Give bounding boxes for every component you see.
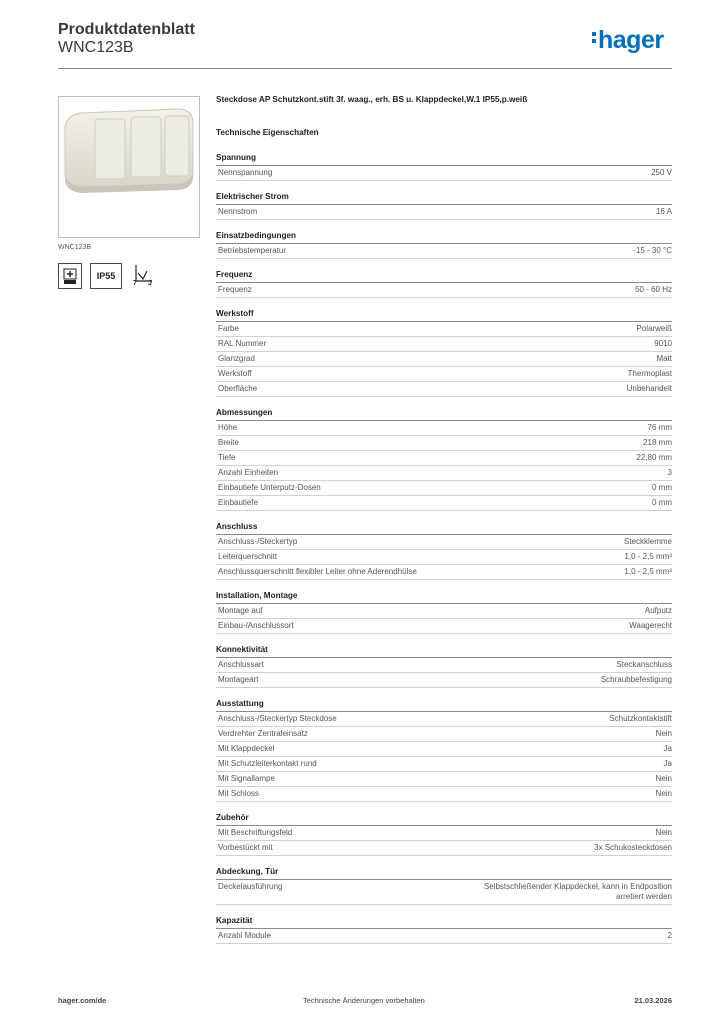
property-row (216, 283, 672, 298)
property-row (216, 826, 672, 841)
property-value: Polarweiß (636, 324, 672, 333)
property-label: RAL Nummer (218, 339, 267, 348)
hager-logo (592, 28, 664, 53)
property-value: Nein (655, 729, 672, 738)
property-label: Betriebstemperatur (218, 246, 287, 255)
property-value: Nein (655, 774, 672, 783)
property-row (216, 604, 672, 619)
property-row (216, 382, 672, 397)
footer-disclaimer: Technische Änderungen vorbehalten (303, 996, 425, 1005)
section-title: Zubehör (216, 812, 672, 826)
section-title: Anschluss (216, 521, 672, 535)
section-title: Spannung (216, 152, 672, 166)
section-title: Werkstoff (216, 308, 672, 322)
section-title: Abmessungen (216, 407, 672, 421)
property-row (216, 436, 672, 451)
property-label: Verdrehter Zentraleinsatz (218, 729, 308, 738)
property-label: Frequenz (218, 285, 252, 294)
property-value: Nein (655, 789, 672, 798)
property-label: Montageart (218, 675, 259, 684)
property-label: Anschlussart (218, 660, 264, 669)
section (216, 915, 672, 944)
section (216, 590, 672, 634)
property-value: 22,80 mm (636, 453, 672, 462)
property-row (216, 205, 672, 220)
property-row (216, 451, 672, 466)
header-divider (58, 68, 672, 69)
property-value: 3x Schukosteckdosen (594, 843, 672, 852)
property-label: Einbautiefe Unterputz-Dosen (218, 483, 321, 492)
property-row (216, 841, 672, 856)
property-row (216, 337, 672, 352)
footer-website-link[interactable]: hager.com/de (58, 996, 107, 1005)
section (216, 812, 672, 856)
section (216, 698, 672, 802)
ip55-badge: IP55 (90, 263, 122, 289)
section-title: Elektrischer Strom (216, 191, 672, 205)
property-value: Nein (655, 828, 672, 837)
property-row (216, 367, 672, 382)
property-value: Thermoplast (627, 369, 672, 378)
socket-product-icon (59, 97, 199, 237)
protection-class-icon (58, 263, 82, 289)
property-value: 250 V (651, 168, 672, 177)
property-value: 0 mm (652, 498, 672, 507)
section-title: Abdeckung, Tür (216, 866, 672, 880)
product-code: WNC123B (58, 39, 134, 56)
property-row (216, 742, 672, 757)
property-value: 1,0 - 2,5 mm² (624, 567, 672, 576)
section (216, 407, 672, 511)
property-label: Oberfläche (218, 384, 258, 393)
property-row (216, 712, 672, 727)
property-label: Leiterquerschnitt (218, 552, 278, 561)
property-value: 218 mm (643, 438, 672, 447)
property-label: Breite (218, 438, 239, 447)
property-label: Mit Signallampe (218, 774, 275, 783)
property-value: 2 (667, 931, 672, 940)
property-label: Nennstrom (218, 207, 258, 216)
section (216, 152, 672, 181)
property-row (216, 880, 672, 905)
property-label: Nennspannung (218, 168, 273, 177)
property-value: Schraubbefestigung (600, 675, 672, 684)
property-row (216, 421, 672, 436)
product-description: Steckdose AP Schutzkont.stift 3f. waag., erh. BS u. Klappdeckel,W.1 IP55,p.weiß (216, 95, 528, 104)
property-label: Einbau-/Anschlussort (218, 621, 294, 630)
section (216, 866, 672, 905)
datasheet-content (216, 94, 672, 944)
property-row (216, 244, 672, 259)
svg-text:7: 7 (133, 280, 137, 287)
section-title: Installation, Montage (216, 590, 672, 604)
section (216, 521, 672, 580)
property-value: Steckklemme (623, 537, 672, 546)
property-row (216, 757, 672, 772)
section (216, 230, 672, 259)
property-value: 9010 (654, 339, 672, 348)
property-label: Mit Klappdeckel (218, 744, 275, 753)
property-row (216, 929, 672, 944)
property-label: Anschluss-/Steckertyp (218, 537, 298, 546)
property-label: Mit Beschriftungsfeld (218, 828, 293, 837)
property-label: Anzahl Module (218, 931, 271, 940)
section (216, 308, 672, 397)
impact-rating-icon (130, 263, 156, 287)
logo-text: hager (598, 26, 664, 54)
property-value: 0 mm (652, 483, 672, 492)
property-label: Vorbestückt mit (218, 843, 273, 852)
property-label: Montage auf (218, 606, 263, 615)
property-row (216, 466, 672, 481)
section-title: Einsatzbedingungen (216, 230, 672, 244)
property-value: 76 mm (647, 423, 672, 432)
property-row (216, 550, 672, 565)
property-row (216, 322, 672, 337)
property-value: Unbehandelt (626, 384, 672, 393)
property-row (216, 727, 672, 742)
section (216, 191, 672, 220)
property-value: Matt (656, 354, 672, 363)
logo-dots-icon (592, 29, 598, 46)
property-value: Aufputz (644, 606, 672, 615)
property-sections (216, 152, 672, 944)
property-value: 3 (667, 468, 672, 477)
property-row (216, 565, 672, 580)
property-row (216, 481, 672, 496)
section-title: Ausstattung (216, 698, 672, 712)
property-value: Ja (663, 744, 672, 753)
property-label: Anzahl Einheiten (218, 468, 279, 477)
product-image (58, 96, 200, 238)
section (216, 269, 672, 298)
property-label: Glanzgrad (218, 354, 255, 363)
property-value: Selbstschließender Klappdeckel, kann in Endposition arretiert werden (483, 882, 672, 901)
image-caption: WNC123B (58, 244, 92, 251)
property-label: Höhe (218, 423, 238, 432)
property-value: Schutzkontaktstift (609, 714, 672, 723)
technical-properties-heading: Technische Eigenschaften (216, 128, 319, 137)
property-value: Waagerecht (629, 621, 672, 630)
property-label: Farbe (218, 324, 239, 333)
section-title: Konnektivität (216, 644, 672, 658)
property-value: 16 A (655, 207, 672, 216)
section (216, 644, 672, 688)
property-label: Anschluss-/Steckertyp Steckdose (218, 714, 337, 723)
property-row (216, 658, 672, 673)
certification-badges (58, 263, 156, 289)
page-title: Produktdatenblatt (58, 21, 195, 38)
property-row (216, 772, 672, 787)
svg-text:J: J (148, 280, 152, 287)
property-label: Mit Schutzleiterkontakt rund (218, 759, 317, 768)
property-value: 50 - 60 Hz (635, 285, 672, 294)
property-value: Steckanschluss (616, 660, 672, 669)
property-row (216, 787, 672, 802)
property-value: Ja (663, 759, 672, 768)
property-row (216, 673, 672, 688)
property-value: -15 - 30 °C (633, 246, 672, 255)
property-row (216, 535, 672, 550)
property-label: Deckelausführung (218, 882, 283, 891)
property-row (216, 496, 672, 511)
property-label: Anschlussquerschnitt flexibler Leiter ohne Aderendhülse (218, 567, 417, 576)
property-label: Einbautiefe (218, 498, 259, 507)
property-label: Tiefe (218, 453, 236, 462)
property-label: Mit Schloss (218, 789, 259, 798)
section-title: Kapazität (216, 915, 672, 929)
property-row (216, 352, 672, 367)
property-row (216, 619, 672, 634)
property-value: 1,0 - 2,5 mm² (624, 552, 672, 561)
section-title: Frequenz (216, 269, 672, 283)
property-label: Werkstoff (218, 369, 252, 378)
property-row (216, 166, 672, 181)
footer-date: 21.03.2026 (634, 996, 672, 1005)
